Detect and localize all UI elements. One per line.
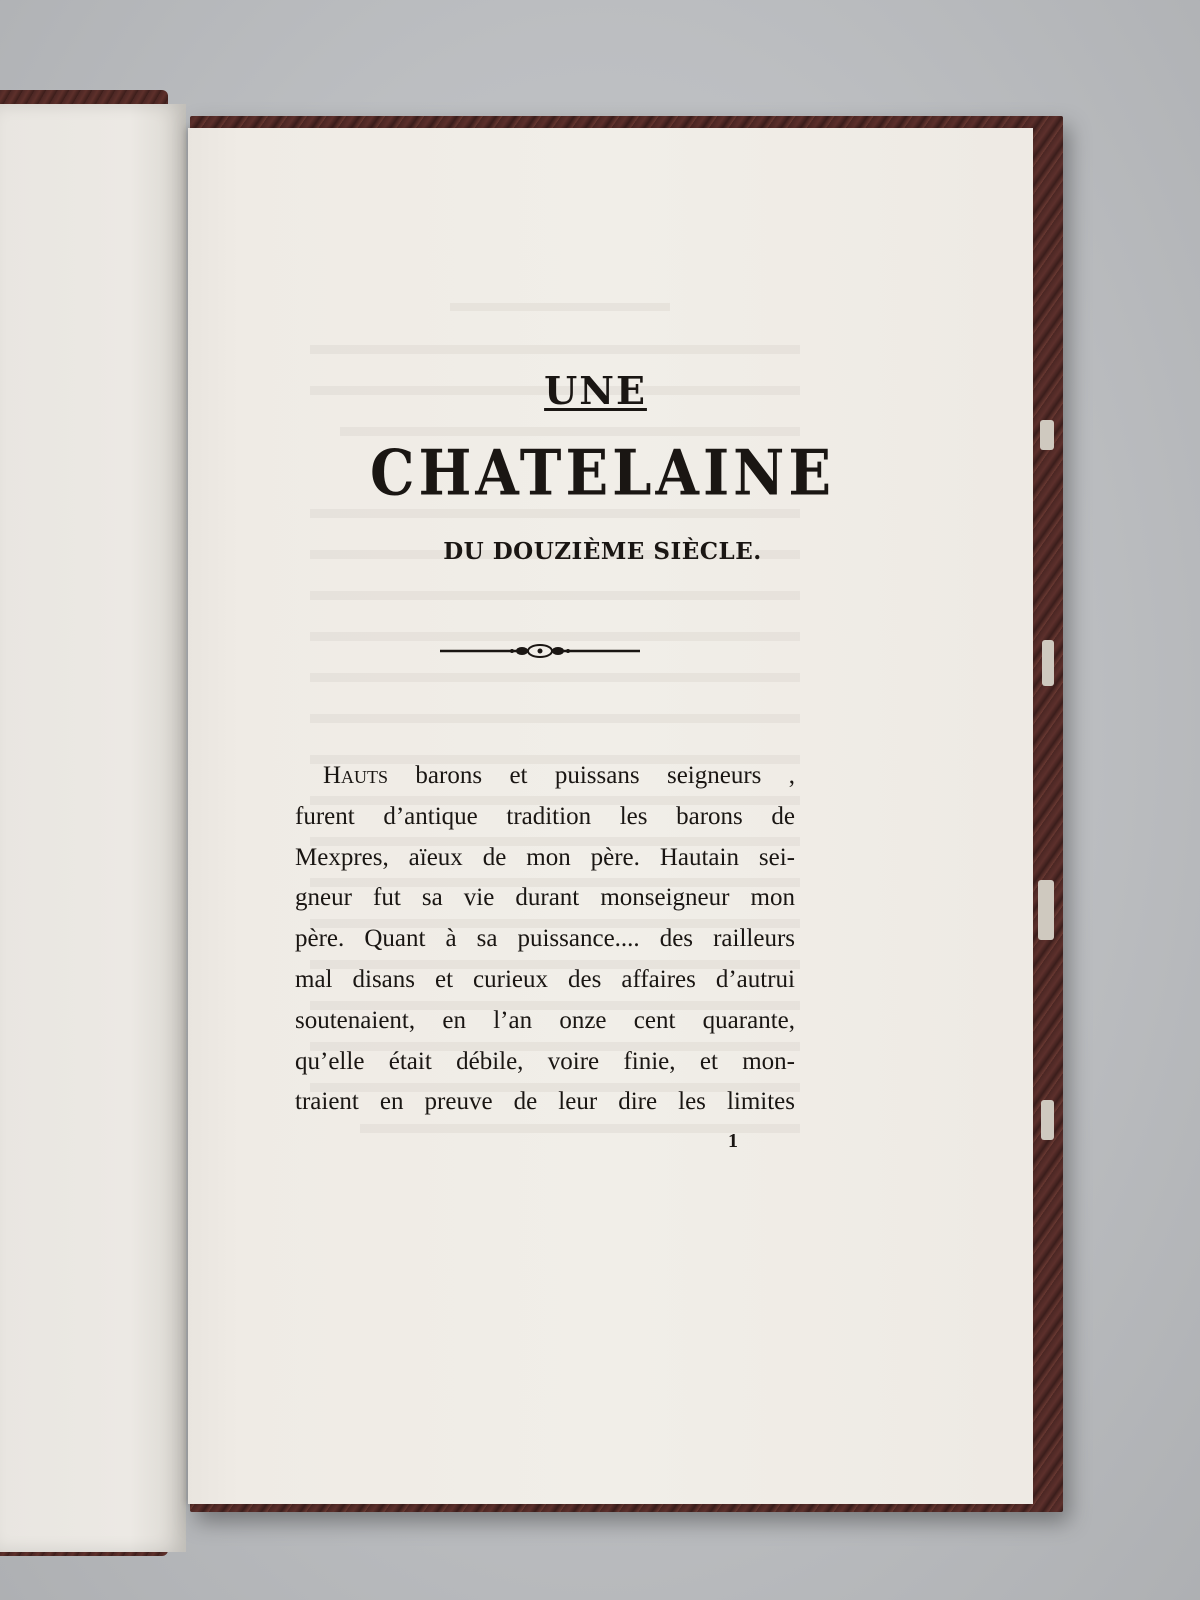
body-line: Hauts barons et puissans seigneurs , [323,762,795,789]
body-line: mal disans et curieux des affaires d’autrui [295,965,795,993]
body-line: furent d’antique tradition les barons de [295,802,795,830]
page-number: 1 [728,1130,738,1152]
binding-wear-mark [1038,880,1054,940]
body-line: qu’elle était débile, voire finie, et mon- [295,1047,795,1075]
body-first-word: Hauts [323,762,389,789]
title-line-une: UNE [544,368,647,413]
body-line: Mexpres, aïeux de mon père. Hautain sei- [295,843,795,871]
title-line-subtitle: DU DOUZIÈME SIÈCLE. [443,538,762,565]
body-line: gneur fut sa vie durant monseigneur mon [295,884,795,912]
left-page [0,104,186,1552]
body-line: père. Quant à sa puissance.... des railleurs [295,925,795,953]
binding-wear-mark [1040,420,1054,450]
binding-wear-mark [1041,1100,1054,1140]
right-page [188,128,1033,1504]
title-line-chatelaine: CHATELAINE [369,436,836,510]
body-line: soutenaient, en l’an onze cent quarante, [295,1006,795,1034]
binding-wear-mark [1042,640,1054,686]
scroll-ornament-icon [440,640,640,662]
body-paragraph [295,756,795,1123]
body-line: traient en preuve de leur dire les limites [295,1088,795,1116]
